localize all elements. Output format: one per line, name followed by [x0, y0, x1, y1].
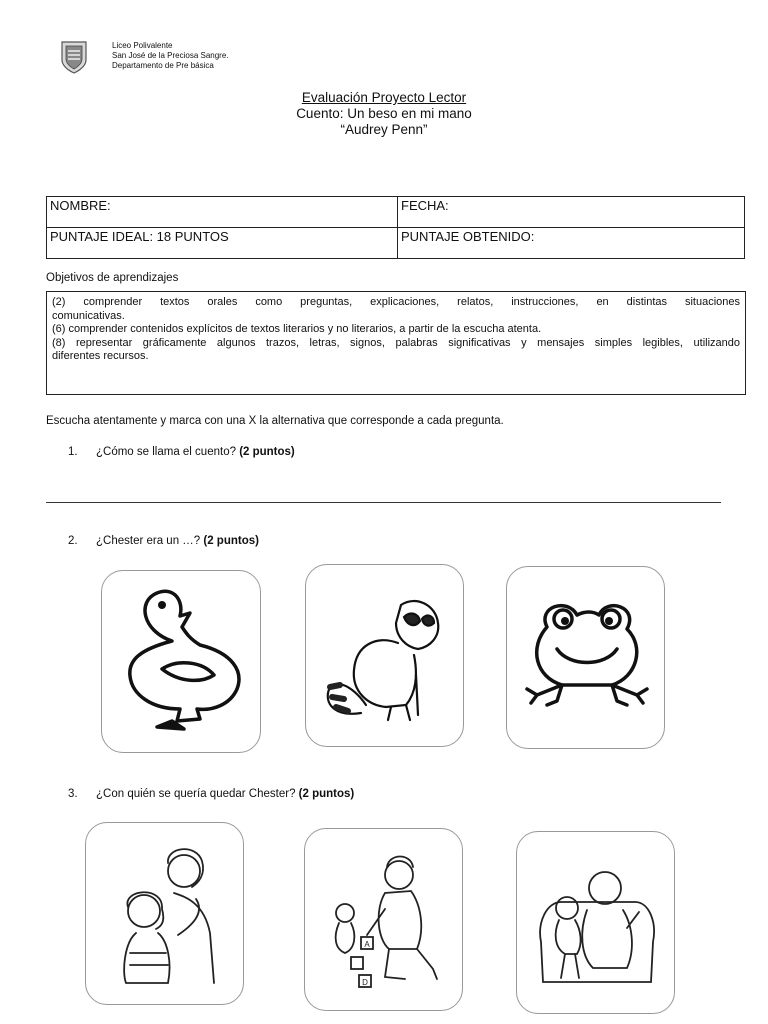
option-mother-card[interactable] [85, 822, 244, 1005]
author: “Audrey Penn” [340, 122, 428, 137]
duck-icon [102, 571, 260, 752]
question-points: (2 puntos) [203, 535, 259, 547]
student-info-table [46, 196, 745, 259]
question-1 [68, 446, 295, 458]
question-number: 1. [68, 446, 78, 458]
mother-daughter-icon [86, 823, 243, 1004]
block-letter-d: D [362, 978, 368, 987]
option-frog-card[interactable] [506, 566, 665, 749]
father-baby-icon [305, 829, 462, 1010]
question-2 [68, 535, 259, 547]
option-raccoon-card[interactable] [305, 564, 464, 747]
objective-item: (2) comprender textos orales como preguntas, explicaciones, relatos, instrucciones, en distintas situaciones [52, 296, 740, 308]
frog-icon [507, 567, 664, 748]
evaluation-title: Evaluación Proyecto Lector [301, 90, 467, 105]
story-title: Cuento: Un beso en mi mano [296, 106, 472, 121]
school-line: Liceo Polivalente [112, 41, 173, 50]
school-crest-icon [60, 40, 88, 74]
question-text: ¿Cómo se llama el cuento? [96, 446, 240, 458]
date-field[interactable]: FECHA: [398, 197, 745, 228]
question-number: 3. [68, 788, 78, 800]
instructions: Escucha atentamente y marca con una X la alternativa que corresponde a cada pregunta. [46, 415, 504, 427]
objective-item: diferentes recursos. [52, 350, 149, 362]
objective-item: (6) comprender contenidos explícitos de textos literarios y no literarios, a partir de la escucha atenta. [52, 323, 542, 335]
question-3 [68, 788, 354, 800]
objective-item: comunicativas. [52, 309, 125, 322]
option-grandpa-card[interactable] [516, 831, 675, 1014]
raccoon-icon [306, 565, 463, 746]
objective-item: (8) representar gráficamente algunos trazos, letras, signos, palabras significativas y mensajes simples legibles, utilizando [52, 336, 740, 349]
question-points: (2 puntos) [239, 446, 295, 458]
name-field[interactable]: NOMBRE: [47, 197, 398, 228]
question-number: 2. [68, 535, 78, 547]
page-title [0, 90, 768, 138]
option-father-card[interactable] [304, 828, 463, 1011]
department-line: Departamento de Pre básica [112, 61, 214, 70]
question-text: ¿Chester era un …? [96, 535, 204, 547]
objectives-box [46, 291, 746, 395]
grandpa-boy-icon [517, 832, 674, 1013]
objectives-title: Objetivos de aprendizajes [46, 272, 179, 284]
obtained-score-field[interactable]: PUNTAJE OBTENIDO: [398, 228, 745, 259]
question-text: ¿Con quién se quería quedar Chester? [96, 788, 299, 800]
option-duck-card[interactable] [101, 570, 261, 753]
question-points: (2 puntos) [298, 788, 355, 800]
block-letter-a: A [364, 940, 370, 949]
school-name [112, 41, 229, 71]
school-line: San José de la Preciosa Sangre. [112, 51, 229, 60]
answer-line[interactable] [46, 502, 721, 503]
ideal-score: PUNTAJE IDEAL: 18 PUNTOS [47, 228, 398, 259]
